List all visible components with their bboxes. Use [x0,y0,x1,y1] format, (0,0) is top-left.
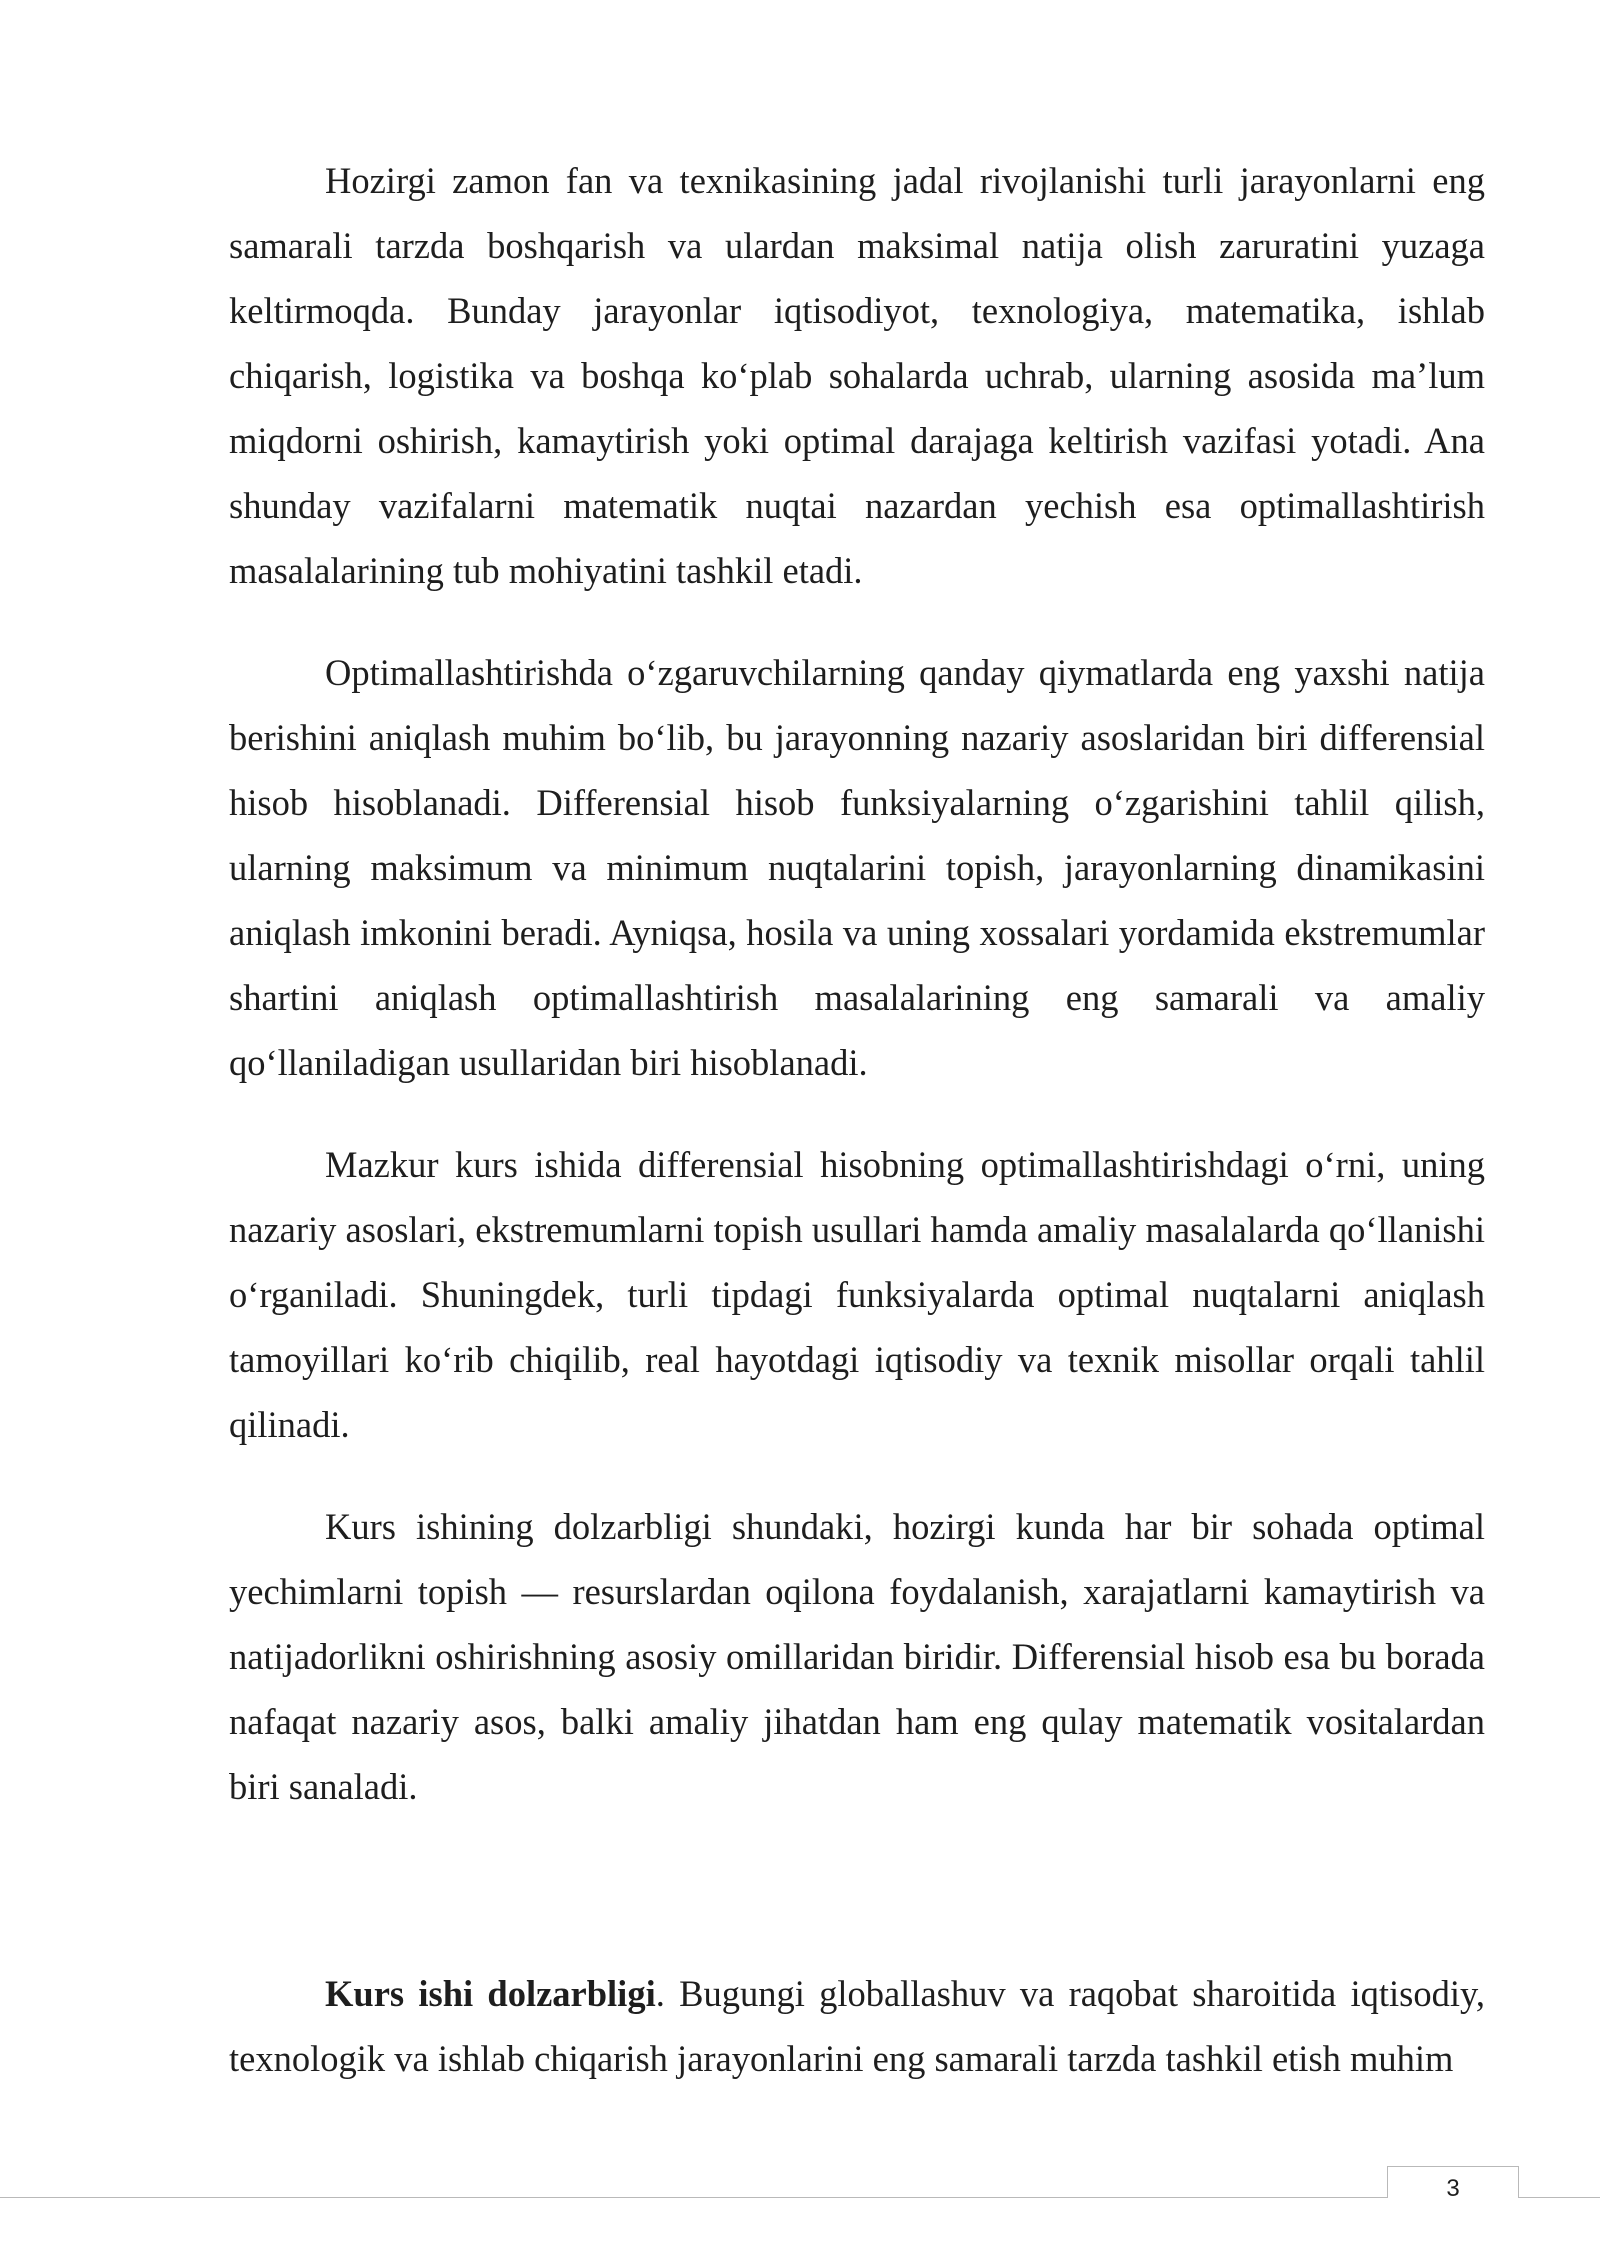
paragraph-introduction: Hozirgi zamon fan va texnikasining jadal rivojlanishi turli jarayonlarni eng samarali tarzda boshqarish va ulardan maksimal natija olish zaruratini yuzaga keltirmoqda. Bunday jarayonlar iqtisodiyot, texnologiya, matematika, ishlab chiqarish, logistika va boshqa ko‘plab sohalarda uchrab, ularning asosida ma’lum miqdorni oshirish, kamaytirish yoki optimal darajaga keltirish vazifasi yotadi. Ana shunday vazifalarni matematik nuqtai nazardan yechish esa optimallashtirish masalalarining tub mohiyatini tashkil etadi. [229,160,1485,591]
footer-divider [0,2197,1600,2198]
paragraph-differential-calculus: Optimallashtirishda o‘zgaruvchilarning qanday qiymatlarda eng yaxshi natija berishini aniqlash muhim bo‘lib, bu jarayonning nazariy asoslaridan biri differensial hisob hisoblanadi. Differensial hisob funksiyalarning o‘zgarishini tahlil qilish, ularning maksimum va minimum nuqtalarini topish, jarayonlarning dinamikasini aniqlash imkonini beradi. Ayniqsa, hosila va uning xossalari yordamida ekstremumlar shartini aniqlash optimallashtirish masalalarining eng samarali va amaliy qo‘llaniladigan usullaridan biri hisoblanadi. [229,652,1485,1083]
paragraph-course-scope: Mazkur kurs ishida differensial hisobning optimallashtirishdagi o‘rni, uning nazariy asoslari, ekstremumlarni topish usullari hamda amaliy masalalarda qo‘llanishi o‘rganiladi. Shuningdek, turli tipdagi funksiyalarda optimal nuqtalarni aniqlash tamoyillari ko‘rib chiqilib, real hayotdagi iqtisodiy va texnik misollar orqali tahlil qilinadi. [229,1144,1485,1445]
paragraph-relevance-section [229,1961,1485,2091]
page-number: 3 [1387,2166,1519,2198]
relevance-text: . Bugungi globallashuv va raqobat sharoitida iqtisodiy, texnologik va ishlab chiqarish jarayonlarini eng samarali tarzda tashkil etish muhim [229,1973,1485,2079]
paragraph-relevance-summary: Kurs ishining dolzarbligi shundaki, hozirgi kunda har bir sohada optimal yechimlarni topish — resurslardan oqilona foydalanish, xarajatlarni kamaytirish va natijadorlikni oshirishning asosiy omillaridan biridir. Differensial hisob esa bu borada nafaqat nazariy asos, balki amaliy jihatdan ham eng qulay matematik vositalardan biri sanaladi. [229,1506,1485,1807]
page-body [229,148,1485,2091]
section-heading-relevance: Kurs ishi dolzarbligi [325,1973,656,2014]
